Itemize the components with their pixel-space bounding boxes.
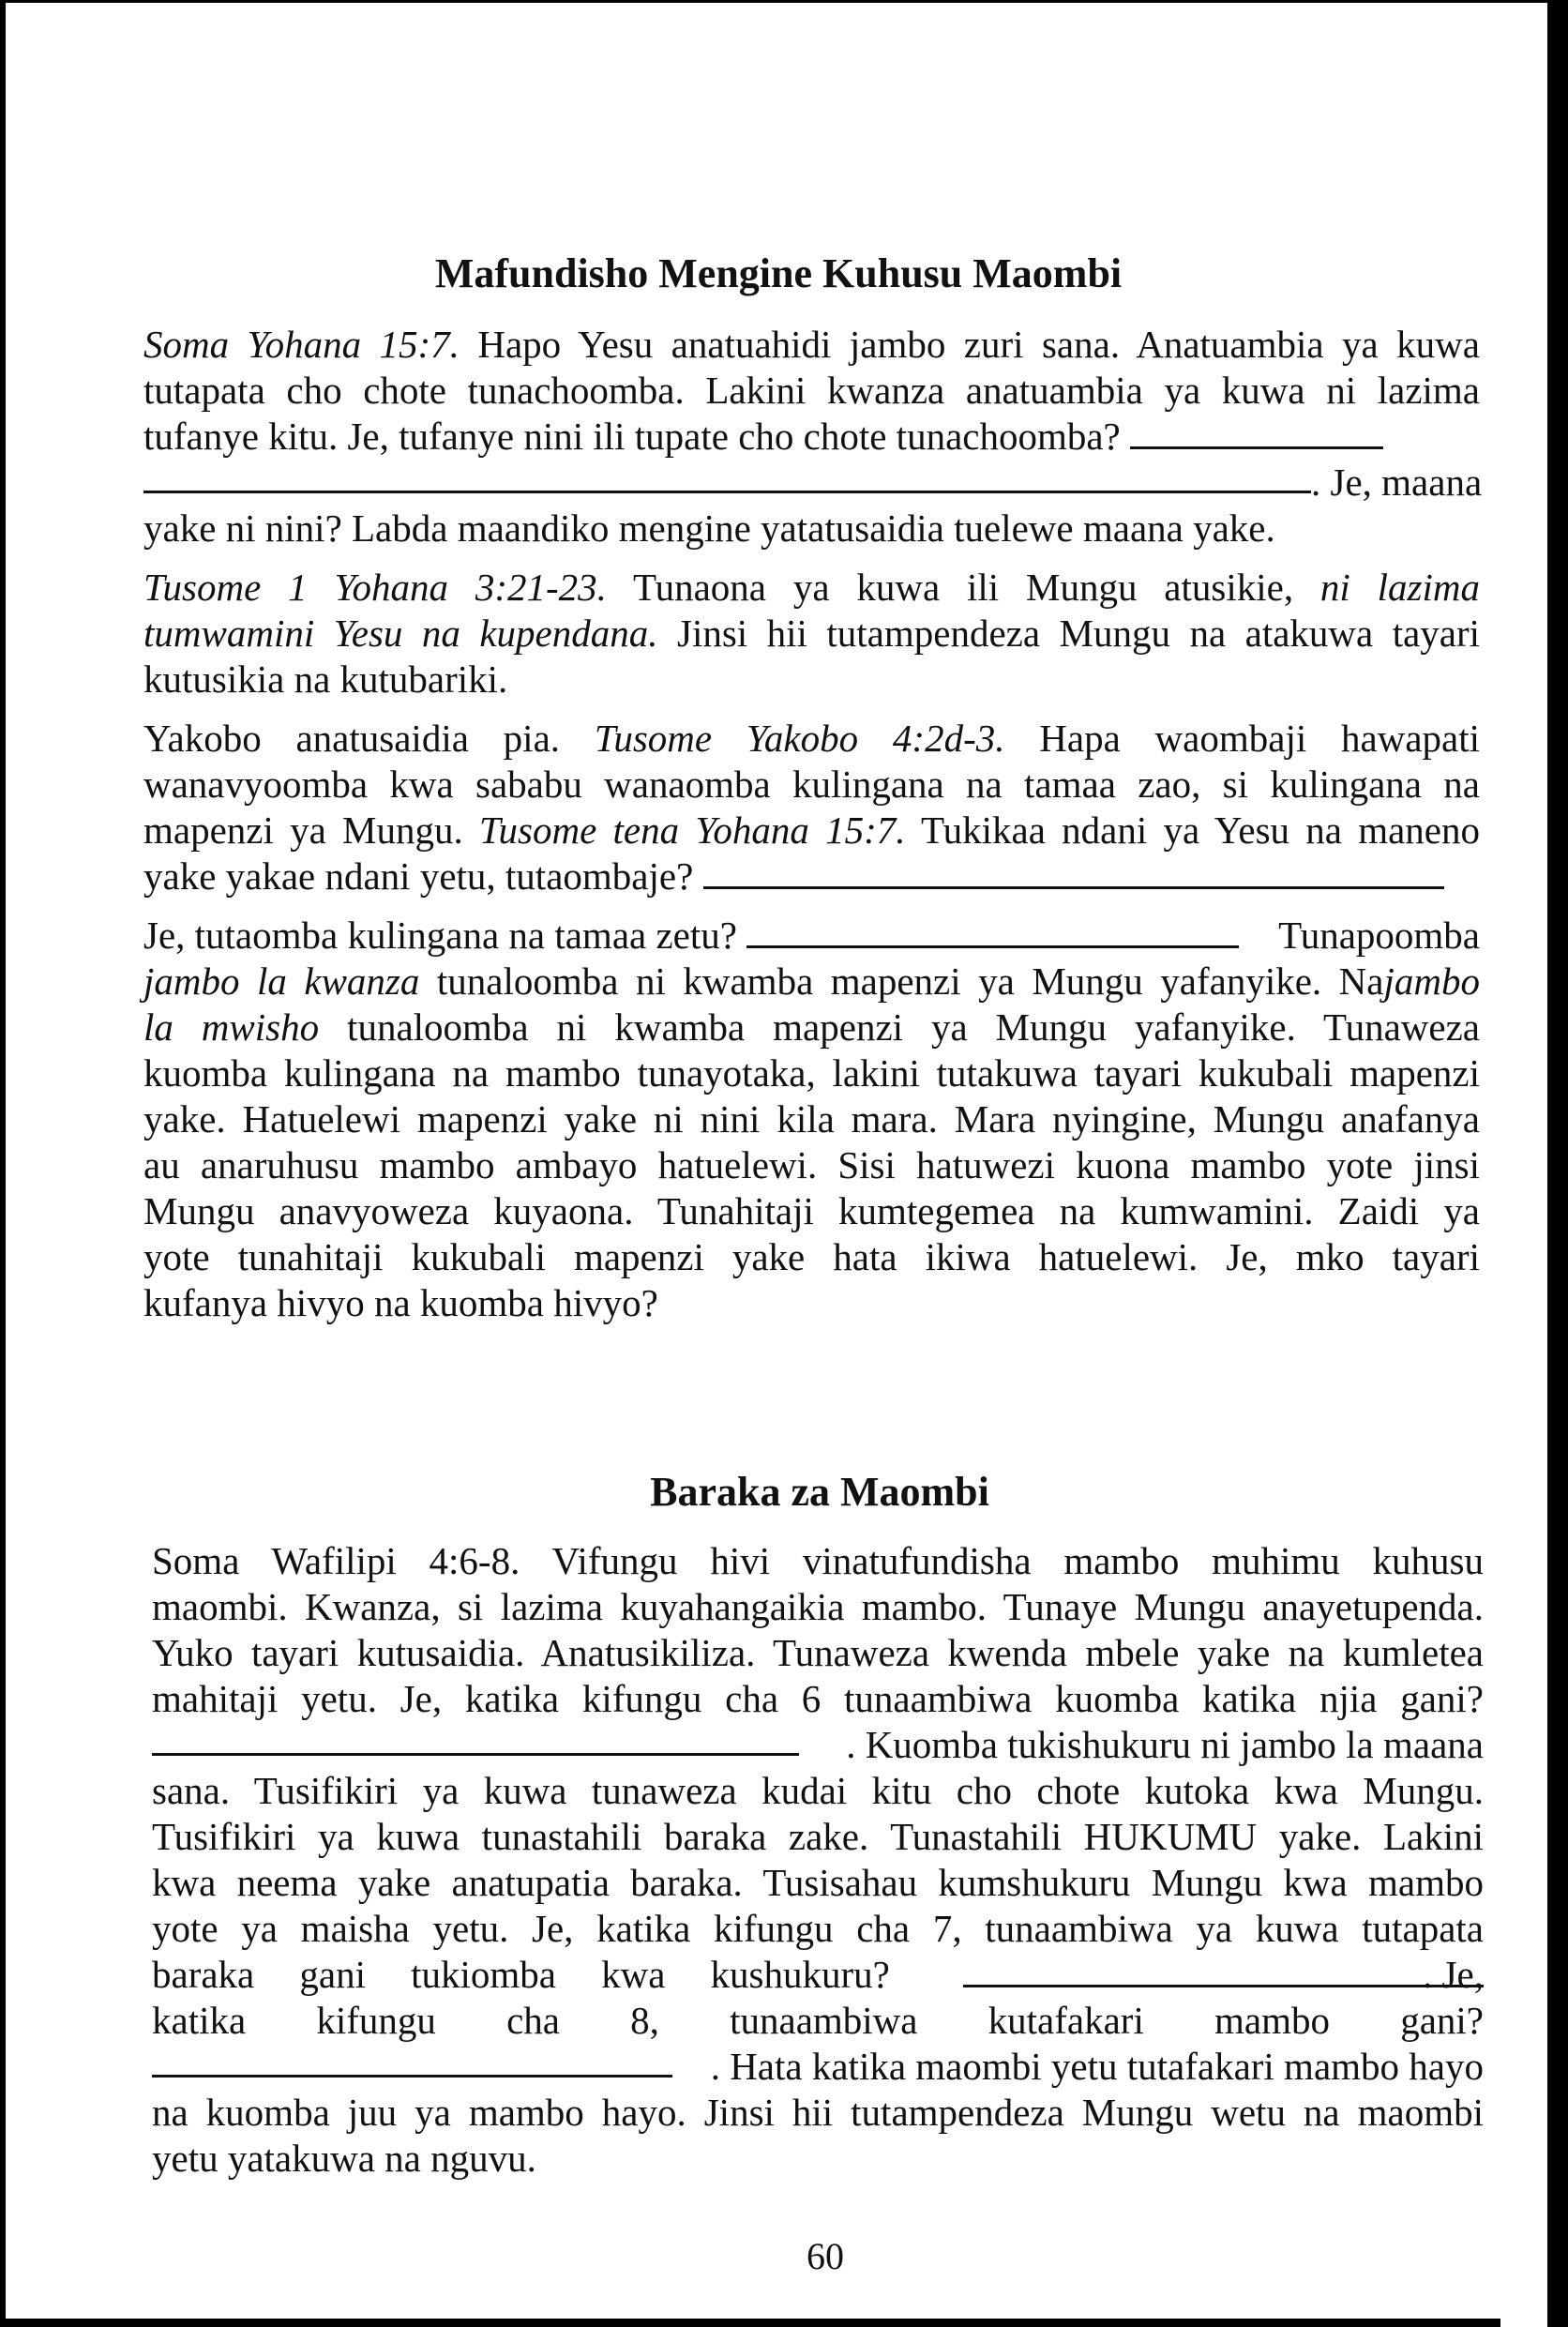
page-number: 60	[807, 2235, 844, 2277]
text-line	[143, 460, 1483, 506]
text-run: Tunapoomba	[1278, 914, 1480, 957]
section-title-baraka: Baraka za Maombi	[650, 1469, 989, 1515]
emphasis-text: jambo	[1383, 960, 1480, 1003]
text-line: kutusikia na kutubariki.	[143, 657, 508, 701]
text-line: yake. Hatuelewi mapenzi yake ni nini kila mara. Mara nyingine, Mungu anafanya	[143, 1097, 1480, 1141]
paragraph-4	[143, 913, 1480, 1326]
section2-body	[152, 1538, 1484, 2182]
emphasis-text: tumwamini Yesu na kupendana.	[143, 612, 658, 655]
text-line: tutapata cho chote tunachoomba. Lakini kwanza anatuambia ya kuwa ni lazima	[143, 369, 1480, 412]
paragraph-gap	[143, 703, 1480, 716]
text-line: au anaruhusu mambo ambayo hatuelewi. Sisi hatuwezi kuona mambo yote jinsi	[143, 1143, 1480, 1186]
scripture-reference: Soma Yohana 15:7.	[143, 323, 460, 366]
text-run: yake yakae ndani yetu, tutaombaje?	[143, 854, 694, 898]
answer-blank-3[interactable]	[703, 886, 1444, 889]
text-run: Jinsi hii tutampendeza Mungu na atakuwa tayari	[676, 612, 1481, 655]
text-line: yake ni nini? Labda maandiko mengine yatatusaidia tuelewe maana yake.	[143, 506, 1275, 550]
scan-edge-top	[0, 0, 1568, 3]
text-line	[143, 854, 1480, 899]
text-line: kufanya hivyo na kuomba hivyo?	[143, 1281, 658, 1324]
text-line: yetu yatakuwa na nguvu.	[152, 2137, 536, 2180]
text-run: . Hata katika maombi yetu tutafakari mambo hayo	[710, 2045, 1484, 2088]
text-run: Yakobo anatusaidia pia.	[143, 717, 561, 760]
text-line	[143, 716, 1480, 762]
text-line	[143, 565, 1480, 611]
text-run: Je, tutaomba kulingana na tamaa zetu?	[143, 914, 737, 957]
text-line: Yuko tayari kutusaidia. Anatusikiliza. Tunaweza kwenda mbele yake na kumletea	[152, 1631, 1484, 1674]
text-line	[143, 959, 1480, 1005]
text-run: . Je, maana	[1311, 461, 1483, 504]
text-line	[143, 913, 1480, 959]
text-line	[143, 414, 1480, 460]
text-line: sana. Tusifikiri ya kuwa tunaweza kudai kitu cho chote kutoka kwa Mungu.	[152, 1769, 1484, 1812]
text-run: tufanye kitu. Je, tufanye nini ili tupate cho chote tunachoomba?	[143, 415, 1121, 458]
text-run: mapenzi ya Mungu.	[143, 808, 463, 852]
paragraph-2	[143, 565, 1480, 703]
section1-body	[143, 322, 1483, 1326]
text-line: yote tunahitaji kukubali mapenzi yake hata ikiwa hatuelewi. Je, mko tayari	[143, 1235, 1480, 1278]
text-line: Soma Wafilipi 4:6-8. Vifungu hivi vinatufundisha mambo muhimu kuhusu	[152, 1539, 1484, 1582]
emphasis-text: jambo la kwanza	[143, 960, 420, 1003]
paragraph-1	[143, 322, 1483, 552]
text-line: kwa neema yake anatupatia baraka. Tusisahau kumshukuru Mungu kwa mambo	[152, 1861, 1484, 1904]
text-line	[143, 611, 1480, 657]
text-line	[143, 1005, 1480, 1050]
text-run: Tunaona ya kuwa ili Mungu atusikie,	[633, 566, 1294, 609]
text-line: Tusifikiri ya kuwa tunastahili baraka zake. Tunastahili HUKUMU yake. Lakini	[152, 1815, 1484, 1858]
text-run: baraka gani tukiomba kwa kushukuru?	[152, 1953, 890, 1996]
paragraph-3	[143, 716, 1480, 899]
section-title-mafundisho: Mafundisho Mengine Kuhusu Maombi	[434, 250, 1123, 296]
answer-blank-1[interactable]	[1130, 446, 1383, 449]
text-line: katika kifungu cha 8, tunaambiwa kutafakari mambo gani?	[152, 1999, 1484, 2042]
text-line	[152, 2044, 1484, 2090]
scripture-reference: Tusome Yakobo 4:2d-3.	[594, 717, 1005, 760]
scripture-reference: Tusome 1 Yohana 3:21-23.	[143, 566, 607, 609]
emphasis-text: la mwisho	[143, 1005, 320, 1049]
text-run: . Je,	[1423, 1953, 1484, 1996]
answer-blank-6[interactable]	[963, 1985, 1484, 1987]
text-run: Tukikaa ndani ya Yesu na maneno	[921, 808, 1480, 852]
text-line: wanavyoomba kwa sababu wanaomba kulingana na tamaa zao, si kulingana na	[143, 763, 1480, 806]
answer-blank-7[interactable]	[152, 2075, 672, 2078]
text-run: tunaloomba ni kwamba mapenzi ya Mungu yafanyike. Na	[436, 960, 1384, 1003]
text-run: Hapo Yesu anatuahidi jambo zuri sana. Anatuambia ya kuwa	[477, 323, 1480, 366]
text-run: Hapa waombaji hawapati	[1039, 717, 1480, 760]
text-line	[152, 1722, 1484, 1768]
text-line: maombi. Kwanza, si lazima kuyahangaikia mambo. Tunaye Mungu anayetupenda.	[152, 1585, 1484, 1628]
text-run: tunaloomba ni kwamba mapenzi ya Mungu yafanyike. Tunaweza	[347, 1005, 1480, 1049]
answer-blank-2[interactable]	[143, 491, 1311, 493]
scan-edge-bottom	[0, 2319, 1500, 2327]
text-run: . Kuomba tukishukuru ni jambo la maana	[846, 1723, 1484, 1766]
scripture-reference: Tusome tena Yohana 15:7.	[478, 808, 906, 852]
text-line	[152, 1952, 1484, 1998]
answer-blank-4[interactable]	[746, 945, 1239, 948]
scan-edge-left	[0, 0, 6, 2327]
text-line	[143, 322, 1480, 368]
text-line: Mungu anavyoweza kuyaona. Tunahitaji kumtegemea na kumwamini. Zaidi ya	[143, 1189, 1480, 1232]
text-line: na kuomba juu ya mambo hayo. Jinsi hii tutampendeza Mungu wetu na maombi	[152, 2091, 1484, 2134]
text-line: yote ya maisha yetu. Je, katika kifungu cha 7, tunaambiwa ya kuwa tutapata	[152, 1907, 1484, 1950]
text-line: kuomba kulingana na mambo tunayotaka, lakini tutakuwa tayari kukubali mapenzi	[143, 1051, 1480, 1095]
paragraph-gap	[143, 552, 1480, 565]
emphasis-text: ni lazima	[1319, 566, 1480, 609]
text-line	[143, 808, 1480, 854]
paragraph-gap	[143, 899, 1480, 913]
scan-edge-right	[1547, 0, 1568, 2327]
answer-blank-5[interactable]	[152, 1753, 799, 1756]
text-line: mahitaji yetu. Je, katika kifungu cha 6 tunaambiwa kuomba katika njia gani?	[152, 1677, 1484, 1720]
